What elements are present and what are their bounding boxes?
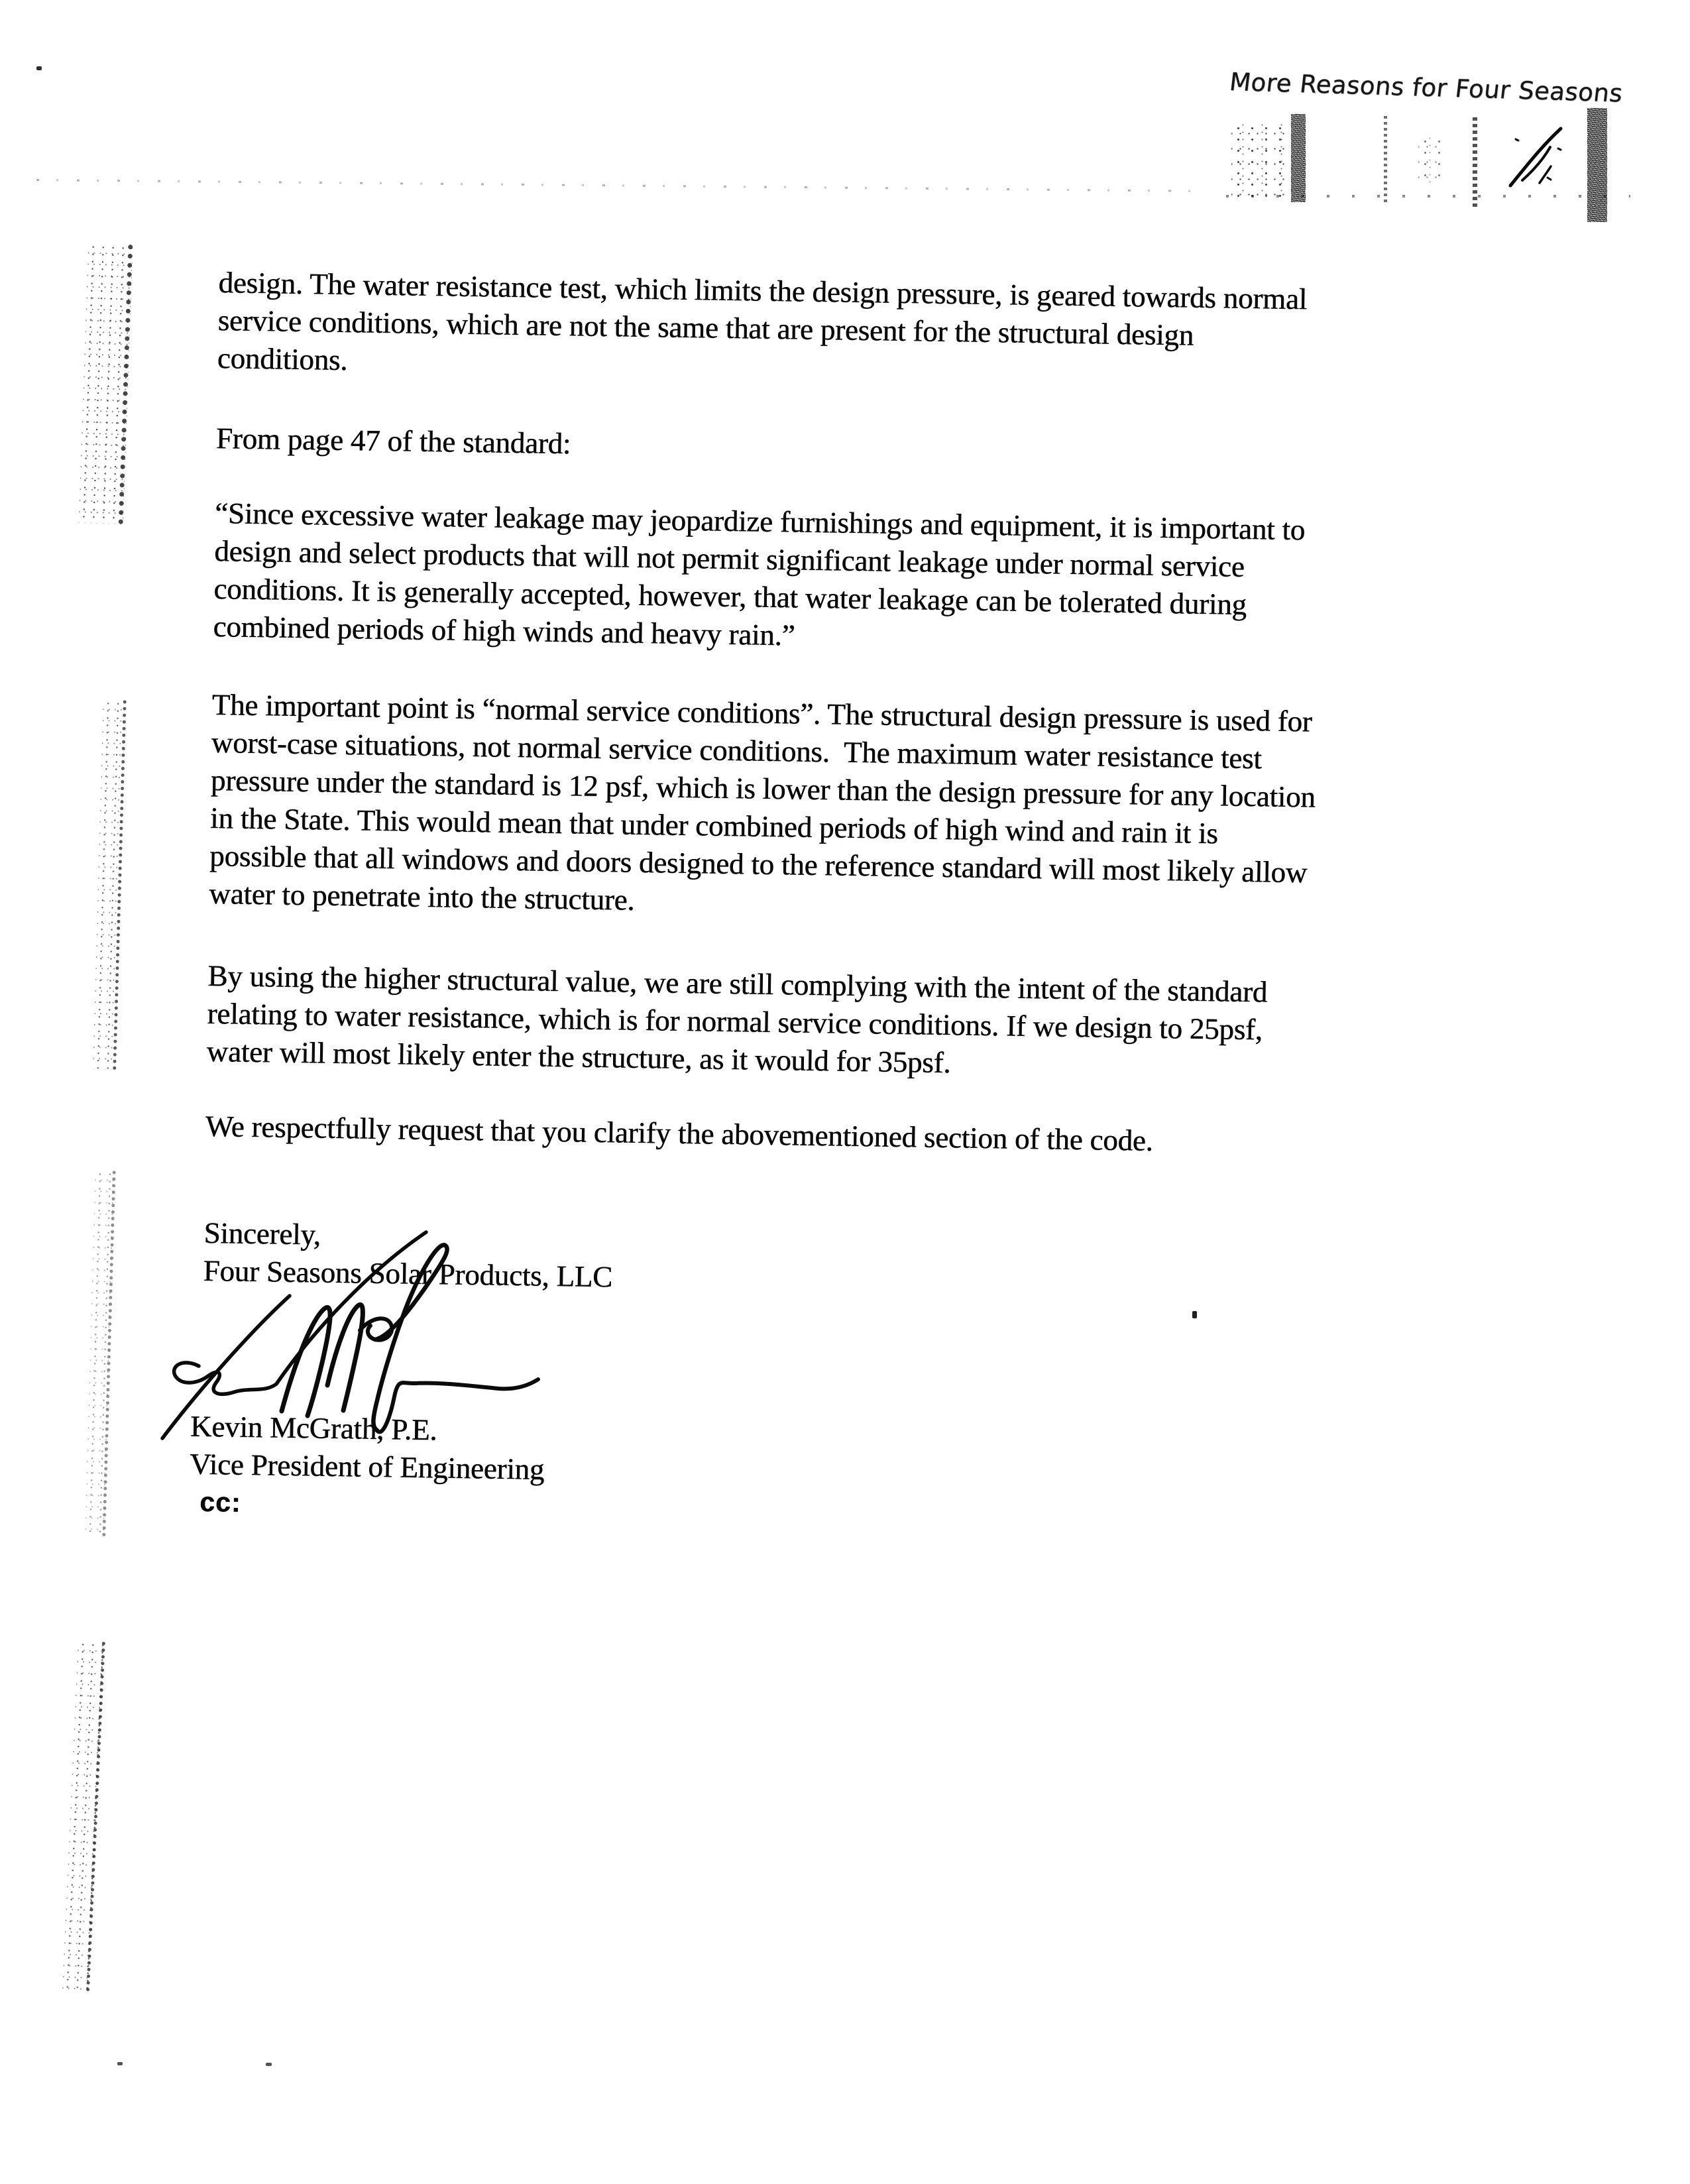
paragraph-higher-structural-value: By using the higher structural value, we are still complying with the intent of the standard relating to water resistance, which is for normal service conditions. If we design to 25psf, water will most likely enter the structure, as it would for 35psf. (206, 958, 1268, 1080)
stamp-speckle-dots (1418, 136, 1443, 184)
stamp-baseline-dots (1226, 195, 1630, 198)
closing-company: Four Seasons Solar Products, LLC (203, 1253, 613, 1294)
paragraph-from-page: From page 47 of the standard: (215, 421, 571, 461)
signer-title: Vice President of Engineering (189, 1447, 545, 1486)
paragraph-standard-quote: “Since excessive water leakage may jeopardize furnishings and equipment, it is important to design and select products that will not permit significant leakage under normal service conditions. It is generally accepted, however, that water leakage can be tolerated during combined periods of high winds and heavy rain.” (213, 496, 1306, 652)
scan-speck (117, 2062, 123, 2065)
stamp-check-mark (1501, 119, 1567, 196)
handwritten-tagline: More Reasons for Four Seasons (1227, 68, 1624, 108)
scan-artifact-left-band (79, 243, 133, 524)
scan-artifact-left-band (62, 1640, 105, 1991)
faded-logo-stamp (1223, 106, 1630, 227)
signer-name: Kevin McGrath, P.E. (190, 1409, 437, 1447)
scan-speck (266, 2063, 272, 2066)
closing-salutation: Sincerely, (203, 1216, 321, 1251)
stamp-noise-line (1384, 116, 1387, 202)
paragraph-important-point: The important point is “normal service conditions”. The structural design pressure is used for worst-case situations, not normal service conditions. The maximum water resistance test pressure under the standard is 12 psf, which is lower than the design pressure for any location in the State. This would mean that under combined periods of high wind and rain it is possible that all windows and doors designed to the reference standard will most likely allow water to penetrate into the structure. (209, 687, 1316, 917)
stamp-noise-line (1473, 114, 1477, 207)
handwritten-signature (63, 1223, 540, 1541)
scan-speck (36, 66, 42, 70)
scan-artifact-left-band (93, 700, 127, 1070)
scan-artifact-dotted-line (36, 179, 1193, 192)
stamp-noise-bar (1291, 114, 1306, 202)
paragraph-design-pressure: design. The water resistance test, which limits the design pressure, is geared towards normal service conditions, which are not the same that are present for the structural design conditions. (217, 265, 1308, 376)
stamp-noise-bar (1587, 108, 1607, 222)
cc-label: cc: (199, 1486, 241, 1518)
stamp-speckle-cluster (1231, 123, 1286, 197)
paragraph-clarification-request: We respectfully request that you clarify the abovementioned section of the code. (205, 1109, 1154, 1157)
